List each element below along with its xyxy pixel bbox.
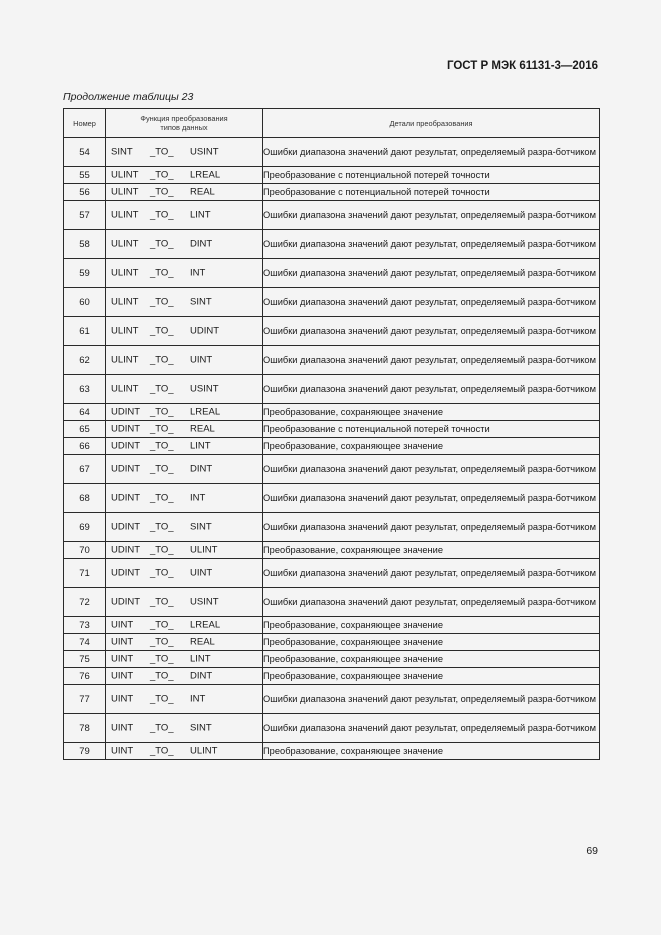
row-function xyxy=(106,375,263,404)
row-function xyxy=(106,346,263,375)
target-type: LINT xyxy=(190,440,211,452)
row-function xyxy=(106,317,263,346)
to-operator: _TO_ xyxy=(150,521,174,533)
source-type: ULINT xyxy=(111,209,139,221)
row-function xyxy=(106,714,263,743)
page-number: 69 xyxy=(586,845,598,857)
source-type: ULINT xyxy=(111,267,139,279)
table-row xyxy=(64,404,600,421)
target-type: REAL xyxy=(190,423,215,435)
row-detail: Преобразование с потенциальной потерей точности xyxy=(263,184,600,201)
table-row xyxy=(64,138,600,167)
source-type: UDINT xyxy=(111,440,141,452)
source-type: UDINT xyxy=(111,463,141,475)
table-row xyxy=(64,651,600,668)
target-type: UINT xyxy=(190,354,213,366)
row-function xyxy=(106,542,263,559)
row-function xyxy=(106,513,263,542)
to-operator: _TO_ xyxy=(150,238,174,250)
row-number: 68 xyxy=(64,484,106,513)
source-type: UDINT xyxy=(111,521,141,533)
source-type: UINT xyxy=(111,722,134,734)
table-row xyxy=(64,559,600,588)
to-operator: _TO_ xyxy=(150,267,174,279)
to-operator: _TO_ xyxy=(150,354,174,366)
row-detail: Ошибки диапазона значений дают результат, определяемый разра-ботчиком xyxy=(263,375,600,404)
row-number: 72 xyxy=(64,588,106,617)
row-detail: Ошибки диапазона значений дают результат, определяемый разра-ботчиком xyxy=(263,259,600,288)
source-type: ULINT xyxy=(111,383,139,395)
row-detail: Преобразование, сохраняющее значение xyxy=(263,438,600,455)
column-header-details: Детали преобразования xyxy=(263,109,600,138)
table-row xyxy=(64,743,600,760)
row-number: 67 xyxy=(64,455,106,484)
to-operator: _TO_ xyxy=(150,693,174,705)
row-function xyxy=(106,404,263,421)
row-number: 59 xyxy=(64,259,106,288)
row-function xyxy=(106,288,263,317)
row-detail: Ошибки диапазона значений дают результат, определяемый разра-ботчиком xyxy=(263,685,600,714)
target-type: REAL xyxy=(190,636,215,648)
row-number: 74 xyxy=(64,634,106,651)
target-type: SINT xyxy=(190,722,212,734)
conversion-table xyxy=(63,108,600,760)
row-detail: Преобразование, сохраняющее значение xyxy=(263,651,600,668)
row-number: 75 xyxy=(64,651,106,668)
table-row xyxy=(64,346,600,375)
to-operator: _TO_ xyxy=(150,296,174,308)
target-type: INT xyxy=(190,492,206,504)
to-operator: _TO_ xyxy=(150,596,174,608)
table-header-row xyxy=(64,109,600,138)
source-type: UINT xyxy=(111,636,134,648)
source-type: UINT xyxy=(111,693,134,705)
table-row xyxy=(64,438,600,455)
source-type: ULINT xyxy=(111,354,139,366)
to-operator: _TO_ xyxy=(150,423,174,435)
target-type: LINT xyxy=(190,209,211,221)
target-type: USINT xyxy=(190,383,219,395)
row-detail: Преобразование с потенциальной потерей точности xyxy=(263,167,600,184)
to-operator: _TO_ xyxy=(150,745,174,757)
column-header-function-line2: типов данных xyxy=(160,123,208,132)
target-type: DINT xyxy=(190,238,213,250)
row-detail: Ошибки диапазона значений дают результат, определяемый разра-ботчиком xyxy=(263,138,600,167)
column-header-number: Номер xyxy=(64,109,106,138)
to-operator: _TO_ xyxy=(150,670,174,682)
target-type: LINT xyxy=(190,653,211,665)
to-operator: _TO_ xyxy=(150,619,174,631)
to-operator: _TO_ xyxy=(150,440,174,452)
row-number: 77 xyxy=(64,685,106,714)
source-type: ULINT xyxy=(111,238,139,250)
row-detail: Преобразование, сохраняющее значение xyxy=(263,404,600,421)
to-operator: _TO_ xyxy=(150,463,174,475)
row-function xyxy=(106,201,263,230)
table-row xyxy=(64,714,600,743)
row-number: 69 xyxy=(64,513,106,542)
table-row xyxy=(64,167,600,184)
row-number: 60 xyxy=(64,288,106,317)
target-type: INT xyxy=(190,693,206,705)
row-number: 57 xyxy=(64,201,106,230)
to-operator: _TO_ xyxy=(150,567,174,579)
row-detail: Ошибки диапазона значений дают результат, определяемый разра-ботчиком xyxy=(263,346,600,375)
table-row xyxy=(64,230,600,259)
row-number: 65 xyxy=(64,421,106,438)
source-type: UDINT xyxy=(111,423,141,435)
row-function xyxy=(106,438,263,455)
row-detail: Ошибки диапазона значений дают результат, определяемый разра-ботчиком xyxy=(263,230,600,259)
table-row xyxy=(64,542,600,559)
table-row xyxy=(64,288,600,317)
target-type: USINT xyxy=(190,146,219,158)
to-operator: _TO_ xyxy=(150,383,174,395)
row-function xyxy=(106,617,263,634)
document-header: ГОСТ Р МЭК 61131-3—2016 xyxy=(446,60,598,72)
target-type: DINT xyxy=(190,670,213,682)
target-type: UDINT xyxy=(190,325,220,337)
row-function xyxy=(106,484,263,513)
to-operator: _TO_ xyxy=(150,169,174,181)
row-function xyxy=(106,184,263,201)
row-detail: Преобразование, сохраняющее значение xyxy=(263,617,600,634)
row-number: 58 xyxy=(64,230,106,259)
row-function xyxy=(106,559,263,588)
source-type: UINT xyxy=(111,670,134,682)
row-function xyxy=(106,230,263,259)
row-number: 70 xyxy=(64,542,106,559)
source-type: ULINT xyxy=(111,296,139,308)
table-caption: Продолжение таблицы 23 xyxy=(63,91,194,103)
source-type: SINT xyxy=(111,146,133,158)
source-type: UDINT xyxy=(111,406,141,418)
target-type: UINT xyxy=(190,567,213,579)
row-number: 64 xyxy=(64,404,106,421)
table-row xyxy=(64,375,600,404)
to-operator: _TO_ xyxy=(150,146,174,158)
row-number: 76 xyxy=(64,668,106,685)
target-type: ULINT xyxy=(190,745,218,757)
row-function xyxy=(106,167,263,184)
row-number: 56 xyxy=(64,184,106,201)
target-type: LREAL xyxy=(190,169,221,181)
table-row xyxy=(64,668,600,685)
table-row xyxy=(64,421,600,438)
target-type: REAL xyxy=(190,186,215,198)
table-row xyxy=(64,201,600,230)
row-function xyxy=(106,588,263,617)
source-type: UINT xyxy=(111,619,134,631)
source-type: UDINT xyxy=(111,544,141,556)
row-number: 79 xyxy=(64,743,106,760)
row-function xyxy=(106,651,263,668)
source-type: UDINT xyxy=(111,492,141,504)
row-detail: Преобразование, сохраняющее значение xyxy=(263,668,600,685)
column-header-function-line1: Функция преобразования xyxy=(140,114,228,123)
row-number: 78 xyxy=(64,714,106,743)
row-detail: Ошибки диапазона значений дают результат, определяемый разра-ботчиком xyxy=(263,714,600,743)
row-function xyxy=(106,634,263,651)
row-detail: Ошибки диапазона значений дают результат, определяемый разра-ботчиком xyxy=(263,455,600,484)
row-number: 73 xyxy=(64,617,106,634)
to-operator: _TO_ xyxy=(150,186,174,198)
source-type: ULINT xyxy=(111,169,139,181)
table-row xyxy=(64,184,600,201)
row-number: 63 xyxy=(64,375,106,404)
row-detail: Преобразование, сохраняющее значение xyxy=(263,743,600,760)
table-row xyxy=(64,455,600,484)
target-type: INT xyxy=(190,267,206,279)
target-type: ULINT xyxy=(190,544,218,556)
row-detail: Ошибки диапазона значений дают результат, определяемый разра-ботчиком xyxy=(263,317,600,346)
target-type: LREAL xyxy=(190,406,221,418)
table-row xyxy=(64,634,600,651)
row-detail: Преобразование, сохраняющее значение xyxy=(263,542,600,559)
source-type: UINT xyxy=(111,653,134,665)
row-detail: Ошибки диапазона значений дают результат, определяемый разра-ботчиком xyxy=(263,201,600,230)
source-type: UDINT xyxy=(111,596,141,608)
table-row xyxy=(64,317,600,346)
table-row xyxy=(64,259,600,288)
row-function xyxy=(106,455,263,484)
row-number: 62 xyxy=(64,346,106,375)
target-type: LREAL xyxy=(190,619,221,631)
target-type: SINT xyxy=(190,521,212,533)
to-operator: _TO_ xyxy=(150,492,174,504)
row-detail: Преобразование, сохраняющее значение xyxy=(263,634,600,651)
row-function xyxy=(106,685,263,714)
row-detail: Ошибки диапазона значений дают результат, определяемый разра-ботчиком xyxy=(263,513,600,542)
row-detail: Ошибки диапазона значений дают результат, определяемый разра-ботчиком xyxy=(263,559,600,588)
row-function xyxy=(106,668,263,685)
table-row xyxy=(64,484,600,513)
to-operator: _TO_ xyxy=(150,636,174,648)
row-number: 71 xyxy=(64,559,106,588)
row-function xyxy=(106,743,263,760)
row-number: 55 xyxy=(64,167,106,184)
table-row xyxy=(64,513,600,542)
row-function xyxy=(106,259,263,288)
row-number: 54 xyxy=(64,138,106,167)
to-operator: _TO_ xyxy=(150,544,174,556)
to-operator: _TO_ xyxy=(150,653,174,665)
target-type: DINT xyxy=(190,463,213,475)
target-type: SINT xyxy=(190,296,212,308)
target-type: USINT xyxy=(190,596,219,608)
to-operator: _TO_ xyxy=(150,325,174,337)
table-row xyxy=(64,685,600,714)
table-row xyxy=(64,588,600,617)
row-function xyxy=(106,138,263,167)
row-detail: Ошибки диапазона значений дают результат, определяемый разра-ботчиком xyxy=(263,288,600,317)
source-type: ULINT xyxy=(111,325,139,337)
row-number: 66 xyxy=(64,438,106,455)
to-operator: _TO_ xyxy=(150,406,174,418)
source-type: UDINT xyxy=(111,567,141,579)
source-type: ULINT xyxy=(111,186,139,198)
row-detail: Ошибки диапазона значений дают результат, определяемый разра-ботчиком xyxy=(263,484,600,513)
row-function xyxy=(106,421,263,438)
source-type: UINT xyxy=(111,745,134,757)
column-header-function xyxy=(106,109,263,138)
table-row xyxy=(64,617,600,634)
to-operator: _TO_ xyxy=(150,722,174,734)
to-operator: _TO_ xyxy=(150,209,174,221)
row-detail: Преобразование с потенциальной потерей точности xyxy=(263,421,600,438)
row-detail: Ошибки диапазона значений дают результат, определяемый разра-ботчиком xyxy=(263,588,600,617)
row-number: 61 xyxy=(64,317,106,346)
